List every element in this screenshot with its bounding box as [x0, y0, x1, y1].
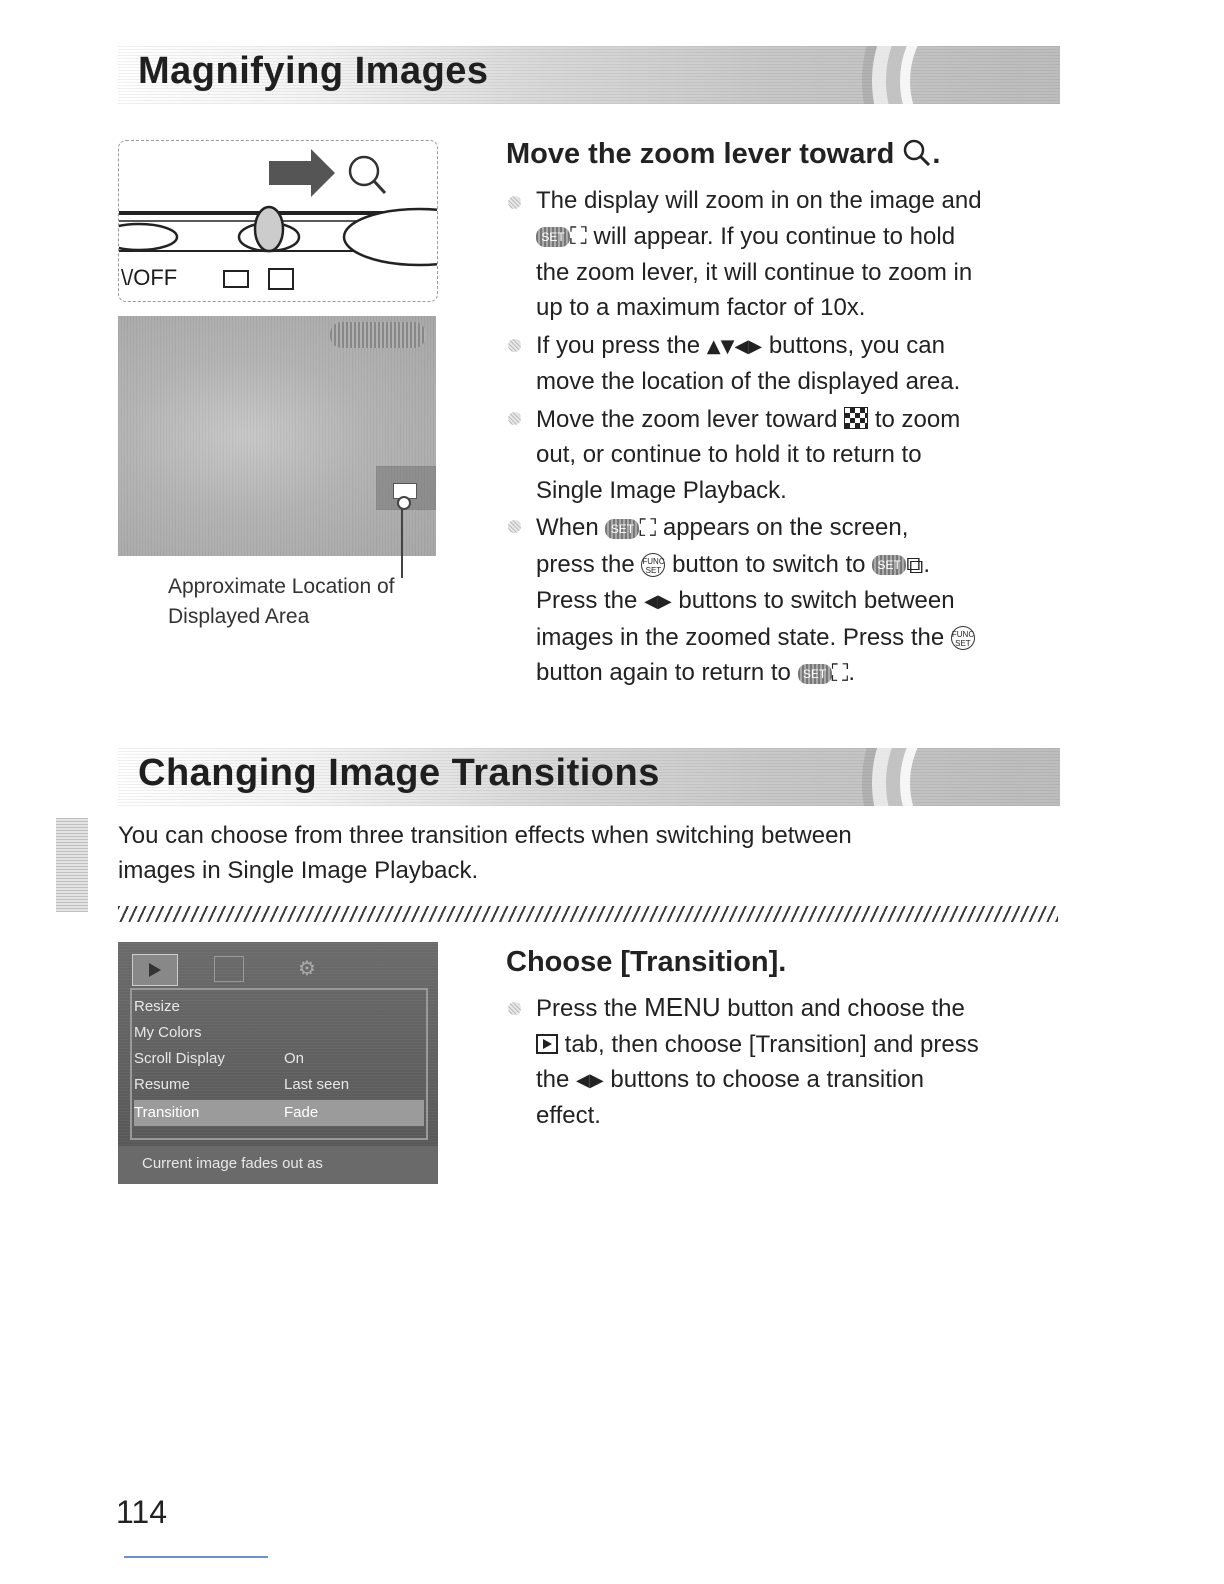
hatched-divider: [118, 906, 1058, 922]
section-intro: [118, 818, 852, 888]
menu-button-label: MENU: [644, 992, 721, 1022]
callout-dot: [397, 496, 411, 510]
left-right-arrows-icon: ◀▶: [576, 1069, 604, 1091]
bullet-dot: [508, 339, 521, 352]
zoom-frame-icon: ⛶: [639, 514, 657, 543]
page-number: 114: [116, 1494, 168, 1530]
print-tab-icon: [214, 956, 244, 982]
text-line: SET ⛶ will appear. If you continue to hold: [536, 219, 1056, 255]
func-set-button-icon: FUNC SET: [951, 626, 975, 650]
text-line: Single Image Playback.: [536, 476, 787, 504]
right-arrow-icon: [269, 149, 335, 197]
text-line: button again to return to SET ⛶.: [536, 655, 1056, 691]
banner-swoosh-decoration: [900, 46, 1060, 104]
bullet-dot: [508, 196, 521, 209]
set-badge-icon: SET: [798, 664, 832, 684]
set-badge-icon: SET: [605, 519, 639, 539]
text-line: the zoom lever, it will continue to zoom in: [536, 258, 973, 286]
text-line: move the location of the displayed area.: [536, 368, 961, 396]
section-title: Magnifying Images: [138, 50, 489, 92]
text-line: out, or continue to hold it to return to: [536, 441, 922, 469]
callout-line: [401, 500, 403, 578]
text-line: The display will zoom in on the image and: [536, 187, 982, 214]
chapter-side-tab: [56, 818, 88, 912]
step-body: [536, 183, 1056, 691]
index-playback-icon: [844, 407, 868, 429]
caption-line: Displayed Area: [168, 605, 310, 628]
text-line: effect.: [536, 1102, 601, 1130]
text-line: If you press the ▲▼◀▶ buttons, you can: [536, 328, 1056, 364]
set-badge-icon: SET: [872, 555, 906, 575]
left-right-arrows-icon: ◀▶: [644, 591, 672, 613]
on-off-label: \/OFF: [121, 265, 178, 290]
zoomed-photo: [118, 316, 436, 556]
playback-tab-icon: [536, 1034, 558, 1054]
text-line: When SET ⛶ appears on the screen,: [536, 510, 1056, 546]
power-button-drawing: [119, 224, 177, 250]
text-line: Move the zoom lever toward to zoom: [536, 405, 961, 433]
bullet-dot: [508, 1002, 521, 1015]
set-badge-icon: SET: [536, 227, 570, 247]
text-line: tab, then choose [Transition] and press: [536, 1027, 1056, 1063]
text-line: the ◀▶ buttons to choose a transition: [536, 1062, 1056, 1098]
text-line: images in the zoomed state. Press the FUNC SET: [536, 623, 975, 651]
bullet-dot: [508, 520, 521, 533]
menu-item[interactable]: Resize: [134, 998, 180, 1015]
text-line: images in Single Image Playback.: [118, 857, 479, 884]
magnifier-icon: [350, 157, 378, 185]
menu-item[interactable]: Resume Last seen: [134, 1076, 350, 1093]
zoom-lever-knob: [255, 207, 283, 251]
text-line: You can choose from three transition effects when switching between: [118, 822, 852, 849]
zoom-frame-icon: ⛶: [570, 222, 587, 251]
func-set-button-icon: FUNC SET: [641, 553, 665, 577]
bullet-dot: [508, 412, 521, 425]
text-line: Press the ◀▶ buttons to switch between: [536, 583, 1056, 619]
transition-icon: ⧉: [906, 550, 924, 579]
playback-tab-icon: [132, 954, 178, 986]
step-heading: Move the zoom lever toward .: [506, 138, 941, 170]
text-line: press the FUNC SET button to switch to SET ⧉.: [536, 547, 1056, 583]
section-title: Changing Image Transitions: [138, 752, 660, 794]
menu-item-selected[interactable]: Transition Fade: [134, 1100, 424, 1126]
set-badge-overlay: [330, 322, 426, 348]
camera-menu-screen: [118, 942, 438, 1184]
zoom-lever-illustration: [118, 140, 438, 302]
shutter-button-drawing: [344, 209, 437, 265]
four-way-arrows-icon: ▲▼◀▶: [706, 335, 763, 357]
magnifier-icon: [902, 138, 932, 168]
zoom-frame-icon: ⛶: [831, 658, 849, 687]
caption-line: Approximate Location of: [168, 575, 395, 598]
menu-item[interactable]: Scroll Display On: [134, 1050, 305, 1067]
photo-caption: [168, 572, 394, 632]
step-heading-text: Move the zoom lever toward: [506, 138, 895, 170]
footer-rule: [124, 1556, 268, 1558]
step-heading: Choose [Transition].: [506, 946, 787, 978]
settings-tab-icon: ⚙: [298, 958, 316, 980]
banner-swoosh-decoration: [900, 748, 1060, 806]
menu-item[interactable]: My Colors: [134, 1024, 202, 1041]
text-line: up to a maximum factor of 10x.: [536, 294, 866, 322]
menu-hint: Current image fades out as: [118, 1146, 438, 1184]
section-banner-transitions: [118, 748, 1060, 806]
section-banner-magnifying: [118, 46, 1060, 104]
text-line: Press the MENU button and choose the: [536, 992, 965, 1022]
step-body: [536, 990, 1056, 1134]
